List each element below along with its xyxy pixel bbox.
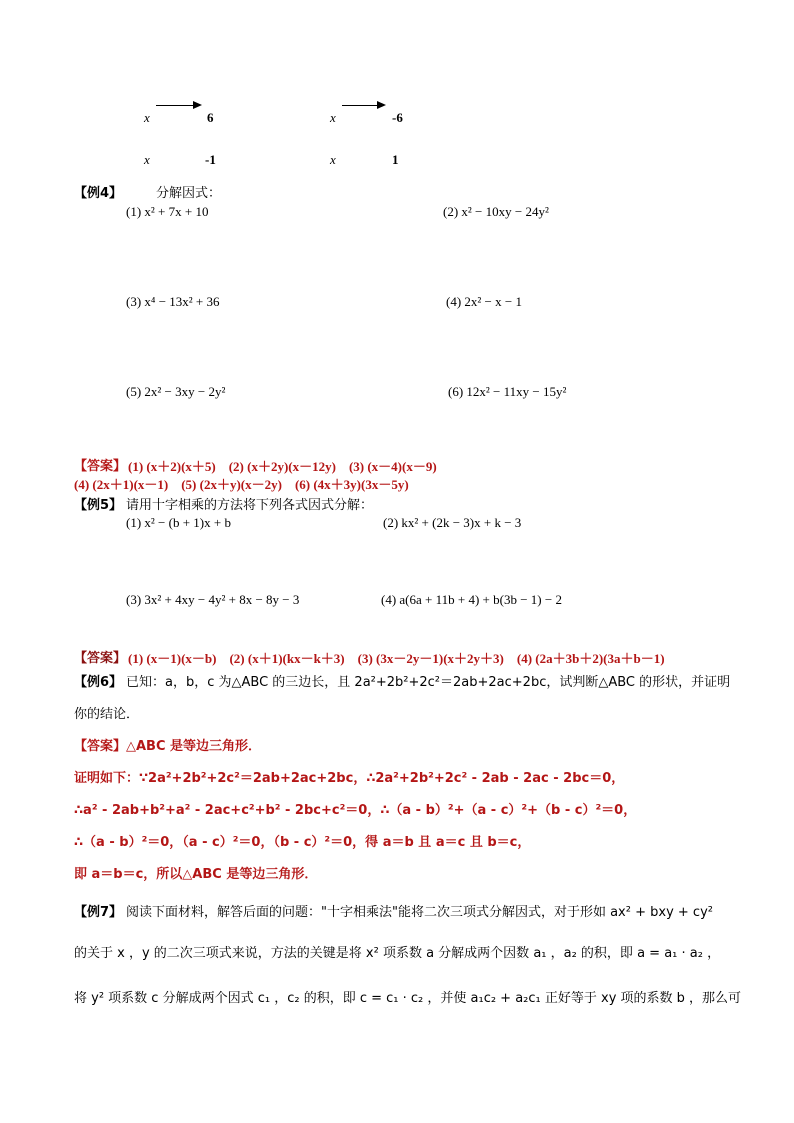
cross-r2-c: x — [330, 152, 336, 167]
ex7-line-3: 将 y² 项系数 c 分解成两个因式 c₁ ，c₂ 的积，即 c = c₁ · c₂ ，并使 a₁c₂ + a₂c₁ 正好等于 xy 项的系数 b ，那么可 — [74, 991, 742, 1006]
ex4-answer-line-1: (1) (x＋2)(x＋5) (2) (x＋2y)(x－12y) (3) (x－4)(x－9) — [128, 459, 437, 474]
arrow-icon — [156, 105, 194, 106]
ex6-proof-line-1: 证明如下：∵2a²+2b²+2c²＝2ab+2ac+2bc，∴2a²+2b²+2c² - 2ab - 2ac - 2bc＝0， — [74, 771, 625, 786]
ex4-problem-6: (6) 12x² − 11xy − 15y² — [448, 384, 567, 399]
ex4-answer-line-2: (4) (2x＋1)(x－1) (5) (2x＋y)(x－2y) (6) (4x＋3y)(3x－5y) — [74, 477, 409, 492]
arrow-head-icon — [377, 101, 386, 109]
ex5-problem-4: (4) a(6a + 11b + 4) + b(3b − 1) − 2 — [381, 592, 562, 607]
ex5-answer-label: 【答案】 — [74, 651, 127, 666]
cross-r1-c: x — [330, 110, 336, 125]
ex4-title: 分解因式： — [156, 186, 222, 201]
ex6-answer-label: 【答案】 — [74, 739, 127, 754]
ex7-line-1: 阅读下面材料，解答后面的问题："十字相乘法"能将二次三项式分解因式，对于形如 ax² + bxy + cy² — [126, 905, 713, 920]
ex5-problem-1: (1) x² − (b + 1)x + b — [126, 515, 231, 530]
ex4-problem-5: (5) 2x² − 3xy − 2y² — [126, 384, 226, 399]
arrow-head-icon — [193, 101, 202, 109]
ex5-answer: (1) (x－1)(x－b) (2) (x＋1)(kx－k＋3) (3) (3x－2y－1)(x＋2y＋3) (4) (2a＋3b＋2)(3a＋b－1) — [128, 651, 665, 666]
ex7-label: 【例7】 — [74, 905, 123, 920]
ex6-proof-line-3: ∴（a - b）²＝0，（a - c）²＝0，（b - c）²＝0，得 a＝b 且 a＝c 且 b＝c， — [74, 835, 531, 850]
ex6-label: 【例6】 — [74, 675, 123, 690]
ex7-line-2: 的关于 x ，y 的二次三项式来说，方法的关键是将 x² 项系数 a 分解成两个因数 a₁ ，a₂ 的积，即 a = a₁ · a₂ ， — [74, 946, 721, 961]
ex4-answer-label: 【答案】 — [74, 459, 127, 474]
ex4-label: 【例4】 — [74, 186, 123, 201]
ex4-problem-1: (1) x² + 7x + 10 — [126, 204, 209, 219]
cross-r2-d: 1 — [392, 152, 399, 167]
arrow-icon — [342, 105, 378, 106]
ex4-problem-2: (2) x² − 10xy − 24y² — [443, 204, 549, 219]
ex4-problem-4: (4) 2x² − x − 1 — [446, 294, 522, 309]
cross-r1-d: -6 — [392, 110, 403, 125]
ex6-question-line-2: 你的结论． — [74, 707, 140, 722]
ex5-problem-2: (2) kx² + (2k − 3)x + k − 3 — [383, 515, 522, 530]
cross-r1-a: x — [144, 110, 150, 125]
ex4-problem-3: (3) x⁴ − 13x² + 36 — [126, 294, 220, 309]
ex5-label: 【例5】 — [74, 498, 123, 513]
ex5-title: 请用十字相乘的方法将下列各式因式分解： — [126, 498, 374, 513]
ex5-problem-3: (3) 3x² + 4xy − 4y² + 8x − 8y − 3 — [126, 592, 300, 607]
ex6-proof-line-2: ∴a² - 2ab+b²+a² - 2ac+c²+b² - 2bc+c²＝0，∴（a - b）²+（a - c）²+（b - c）²＝0， — [74, 803, 637, 818]
cross-r2-b: -1 — [205, 152, 216, 167]
ex6-proof-line-4: 即 a＝b＝c，所以△ABC 是等边三角形． — [74, 867, 318, 882]
ex6-answer: △ABC 是等边三角形． — [126, 739, 262, 754]
cross-r1-b: 6 — [207, 110, 214, 125]
ex6-question-line-1: 已知：a，b，c 为△ABC 的三边长，且 2a²+2b²+2c²＝2ab+2ac+2bc，试判断△ABC 的形状，并证明 — [126, 675, 731, 690]
cross-r2-a: x — [144, 152, 150, 167]
